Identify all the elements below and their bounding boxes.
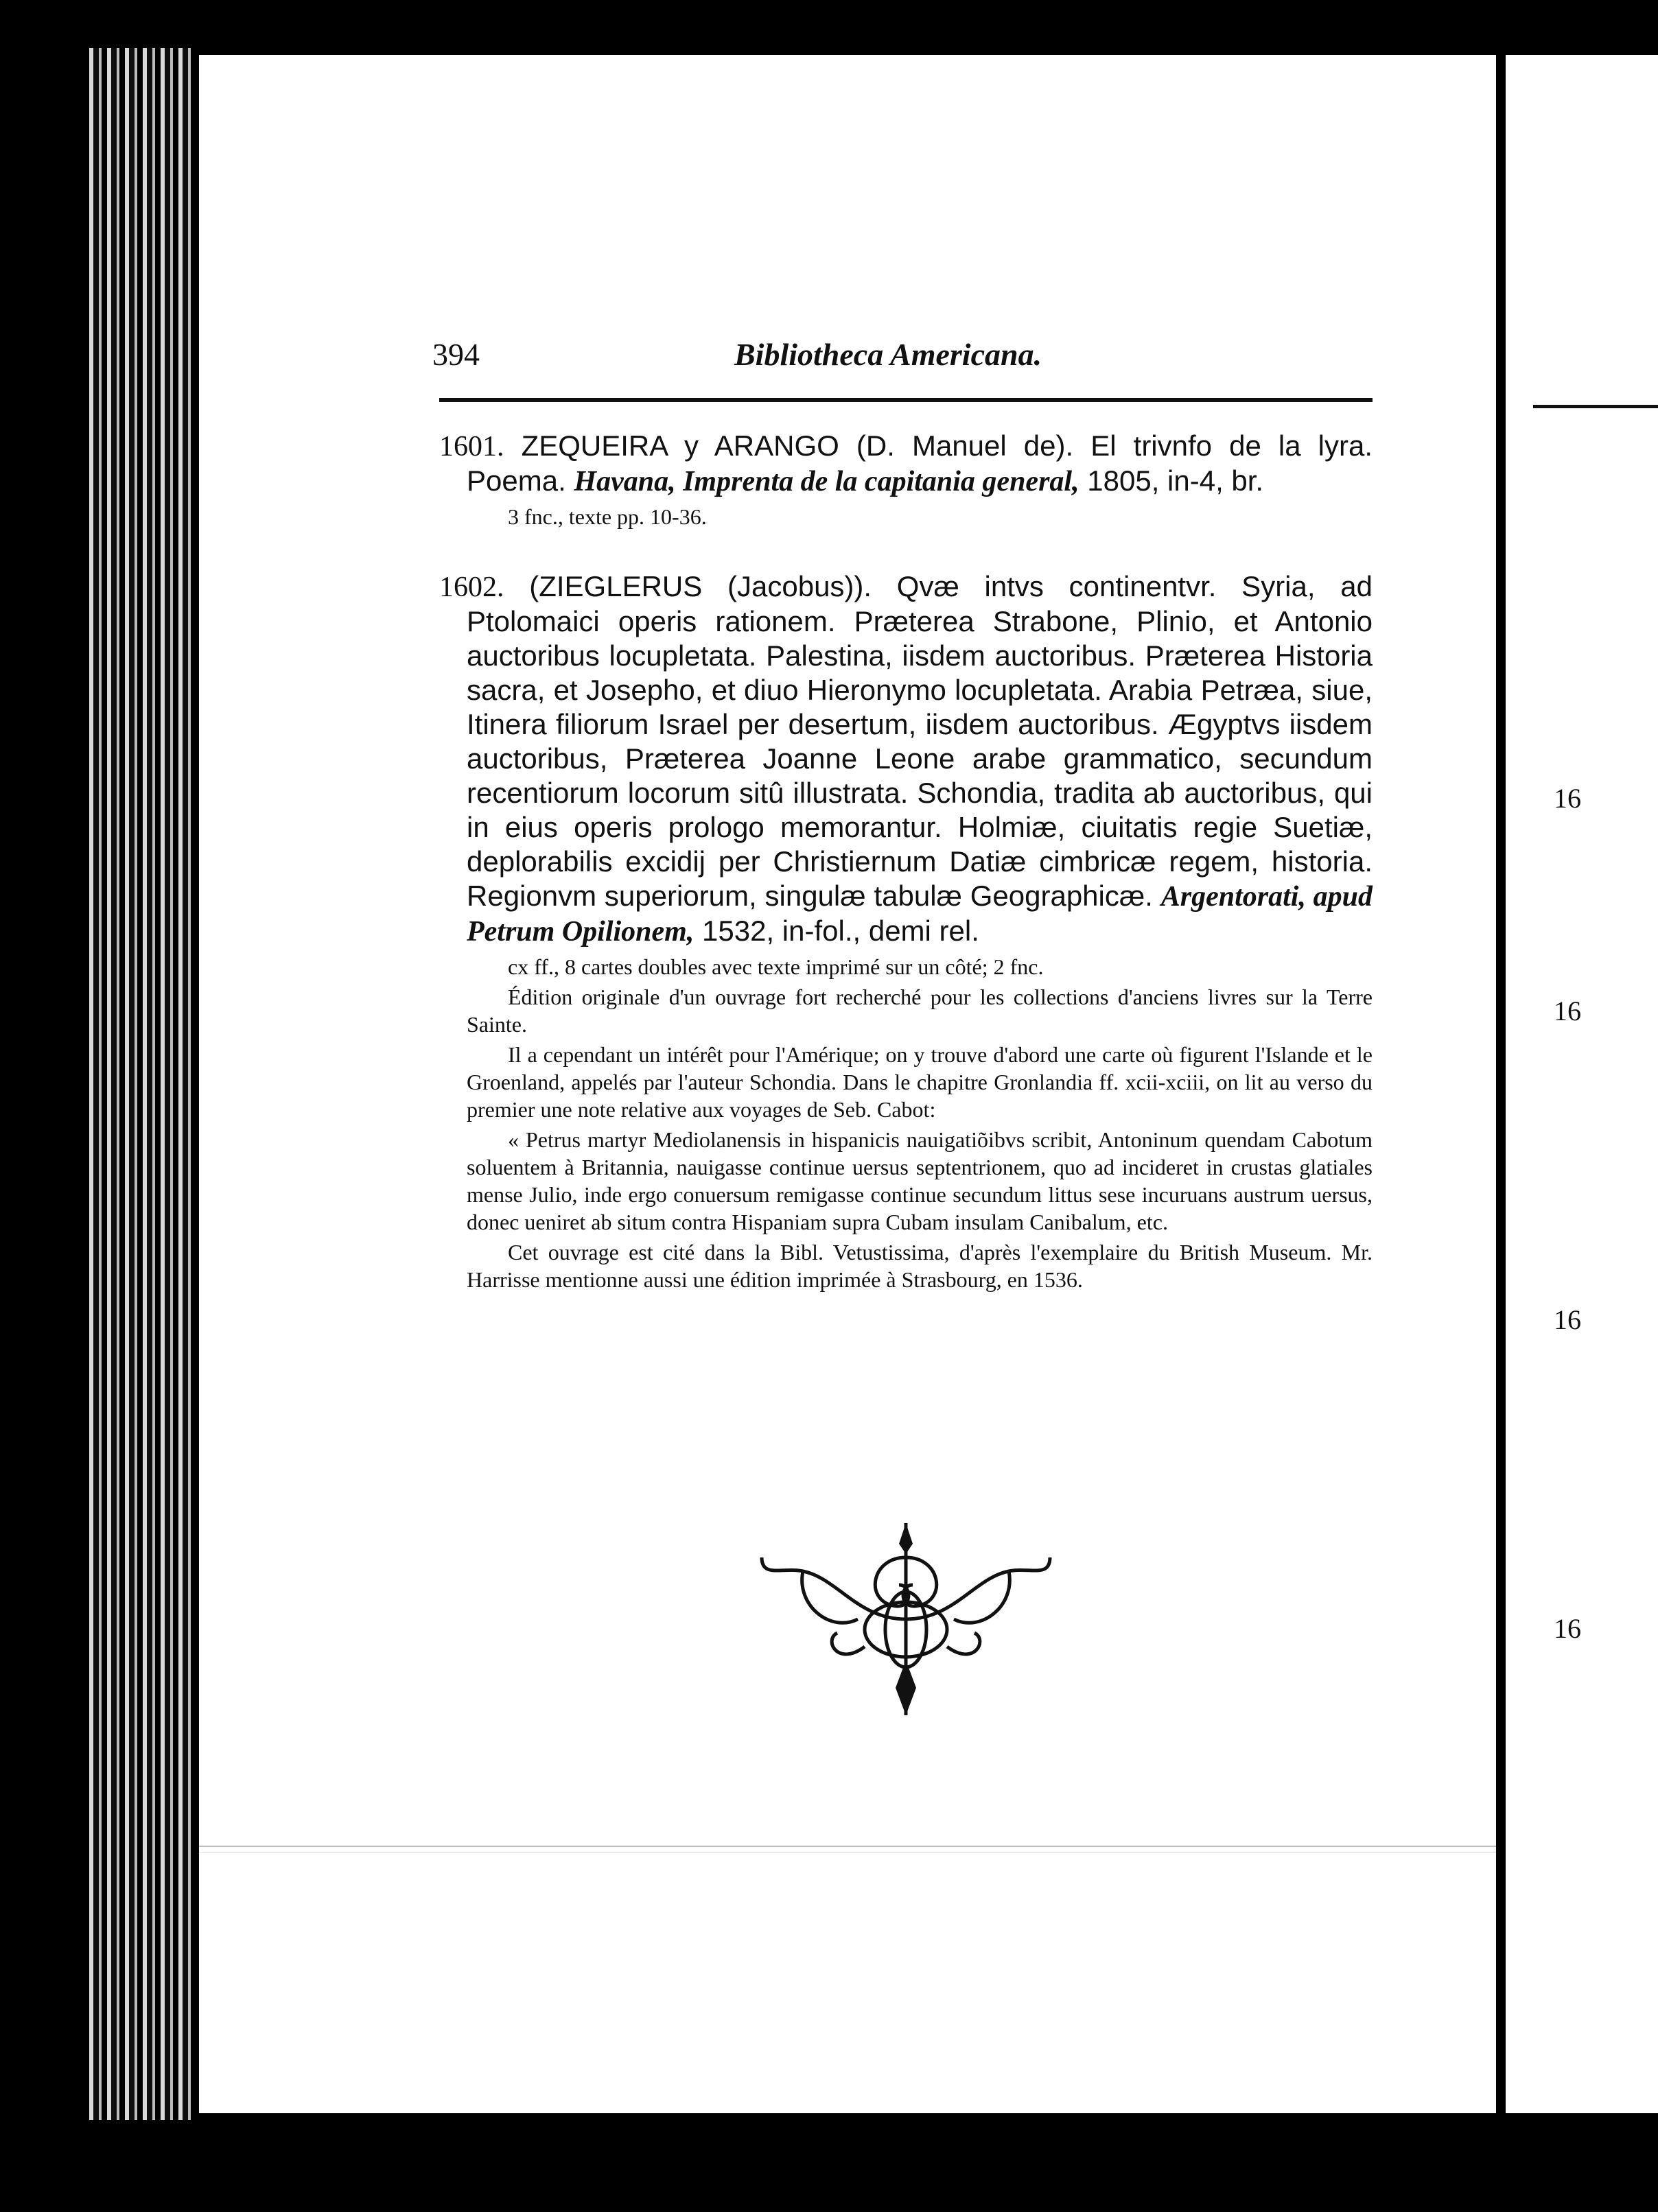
page-gutter <box>1496 41 1506 2141</box>
facing-page-fragment <box>1506 55 1658 2113</box>
bibliography-entry <box>439 429 1373 530</box>
entry-collation: 3 fnc., texte pp. 10-36. <box>508 504 707 529</box>
running-title: Bibliotheca Americana. <box>734 337 1042 372</box>
entry-number: 1601. <box>439 431 504 462</box>
entry-imprint-details: 1805, in-4, br. <box>1087 464 1264 497</box>
facing-entry-number: 16 <box>1554 1304 1581 1335</box>
scan-film-edge <box>89 48 192 2120</box>
facing-page-rule <box>1533 405 1658 408</box>
entry-imprint: Argentorati, apud Petrum Opilionem, <box>467 881 1373 948</box>
scan-artifact-line <box>199 1852 1496 1853</box>
entry-quotation: « Petrus martyr Mediolanensis in hispanicis nauigatiõibvs scribit, Antoninum quendam Cabotum soluentem à Britannia, nauigasse continue uersus septentrionem, quo ad incideret in crustas glatiales mense Julio, inde ergo conuersum remigasse continue secundum littus sese incuruans austrum uersus, donec ueniret ab situm contra Hispaniam supra Cubam insulam Canibalum, etc. <box>467 1127 1373 1234</box>
header-rule <box>439 398 1373 402</box>
entry-note: Cet ouvrage est cité dans la Bibl. Vetustissima, d'après l'exemplaire du British Museum. Mr. Harrisse mentionne aussi une édition imprimée à Strasbourg, en 1536. <box>467 1240 1373 1292</box>
entry-note: Édition originale d'un ouvrage fort recherché pour les collections d'anciens livres sur la Terre Sainte. <box>467 985 1373 1037</box>
entry-title <box>439 429 1373 499</box>
entry-title <box>439 569 1373 949</box>
entry-note: Il a cependant un intérêt pour l'Amérique; on y trouve d'abord une carte où figurent l'Islande et le Groenland, appelés par l'auteur Schondia. Dans le chapitre Gronlandia ff. xcii-xciii, on lit au verso du premier une note relative aux voyages de Seb. Cabot: <box>467 1042 1373 1122</box>
entry-text: (ZIEGLERUS (Jacobus)). Qvæ intvs continentvr. Syria, ad Ptolomaici operis rationem. Præterea Strabone, Plinio, et Antonio auctoribus locupletata. Palestina, iisdem auctoribus. Præterea Historia sacra, et Josepho, et diuo Hieronymo locupletata. Arabia Petræa, siue, Itinera filiorum Israel per desertum, iisdem auctoribus. Ægyptvs iisdem auctoribus, Præterea Joanne Leone arabe grammatico, secundum recentiorum locorum sitû illustrata. Schondia, tradita ab auctoribus, qui in eius operis prologo memorantur. Holmiæ, ciuitatis regie Suetiæ, deplorabilis excidij per Christiernum Datiæ cimbricæ regem, historia. Regionvm superiorum, singulæ tabulæ Geographicæ. <box>467 570 1373 912</box>
bibliography-entry <box>439 569 1373 1293</box>
facing-entry-number: 16 <box>1554 996 1581 1026</box>
entry-collation: cx ff., 8 cartes doubles avec texte imprimé sur un côté; 2 fnc. <box>508 954 1044 979</box>
page-header <box>432 336 1373 377</box>
facing-entry-number: 16 <box>1554 1613 1581 1644</box>
page-number: 394 <box>432 337 480 372</box>
facing-entry-number: 16 <box>1554 783 1581 814</box>
entry-imprint-details: 1532, in-fol., demi rel. <box>702 915 979 947</box>
ornament-fleuron-icon <box>755 1516 1057 1722</box>
entry-text: ZEQUEIRA y ARANGO (D. Manuel de). El trivnfo de la lyra. Poema. <box>467 430 1373 497</box>
entry-number: 1602. <box>439 572 504 603</box>
scan-artifact-line <box>199 1846 1496 1847</box>
entry-imprint: Havana, Imprenta de la capitania general, <box>574 466 1079 497</box>
